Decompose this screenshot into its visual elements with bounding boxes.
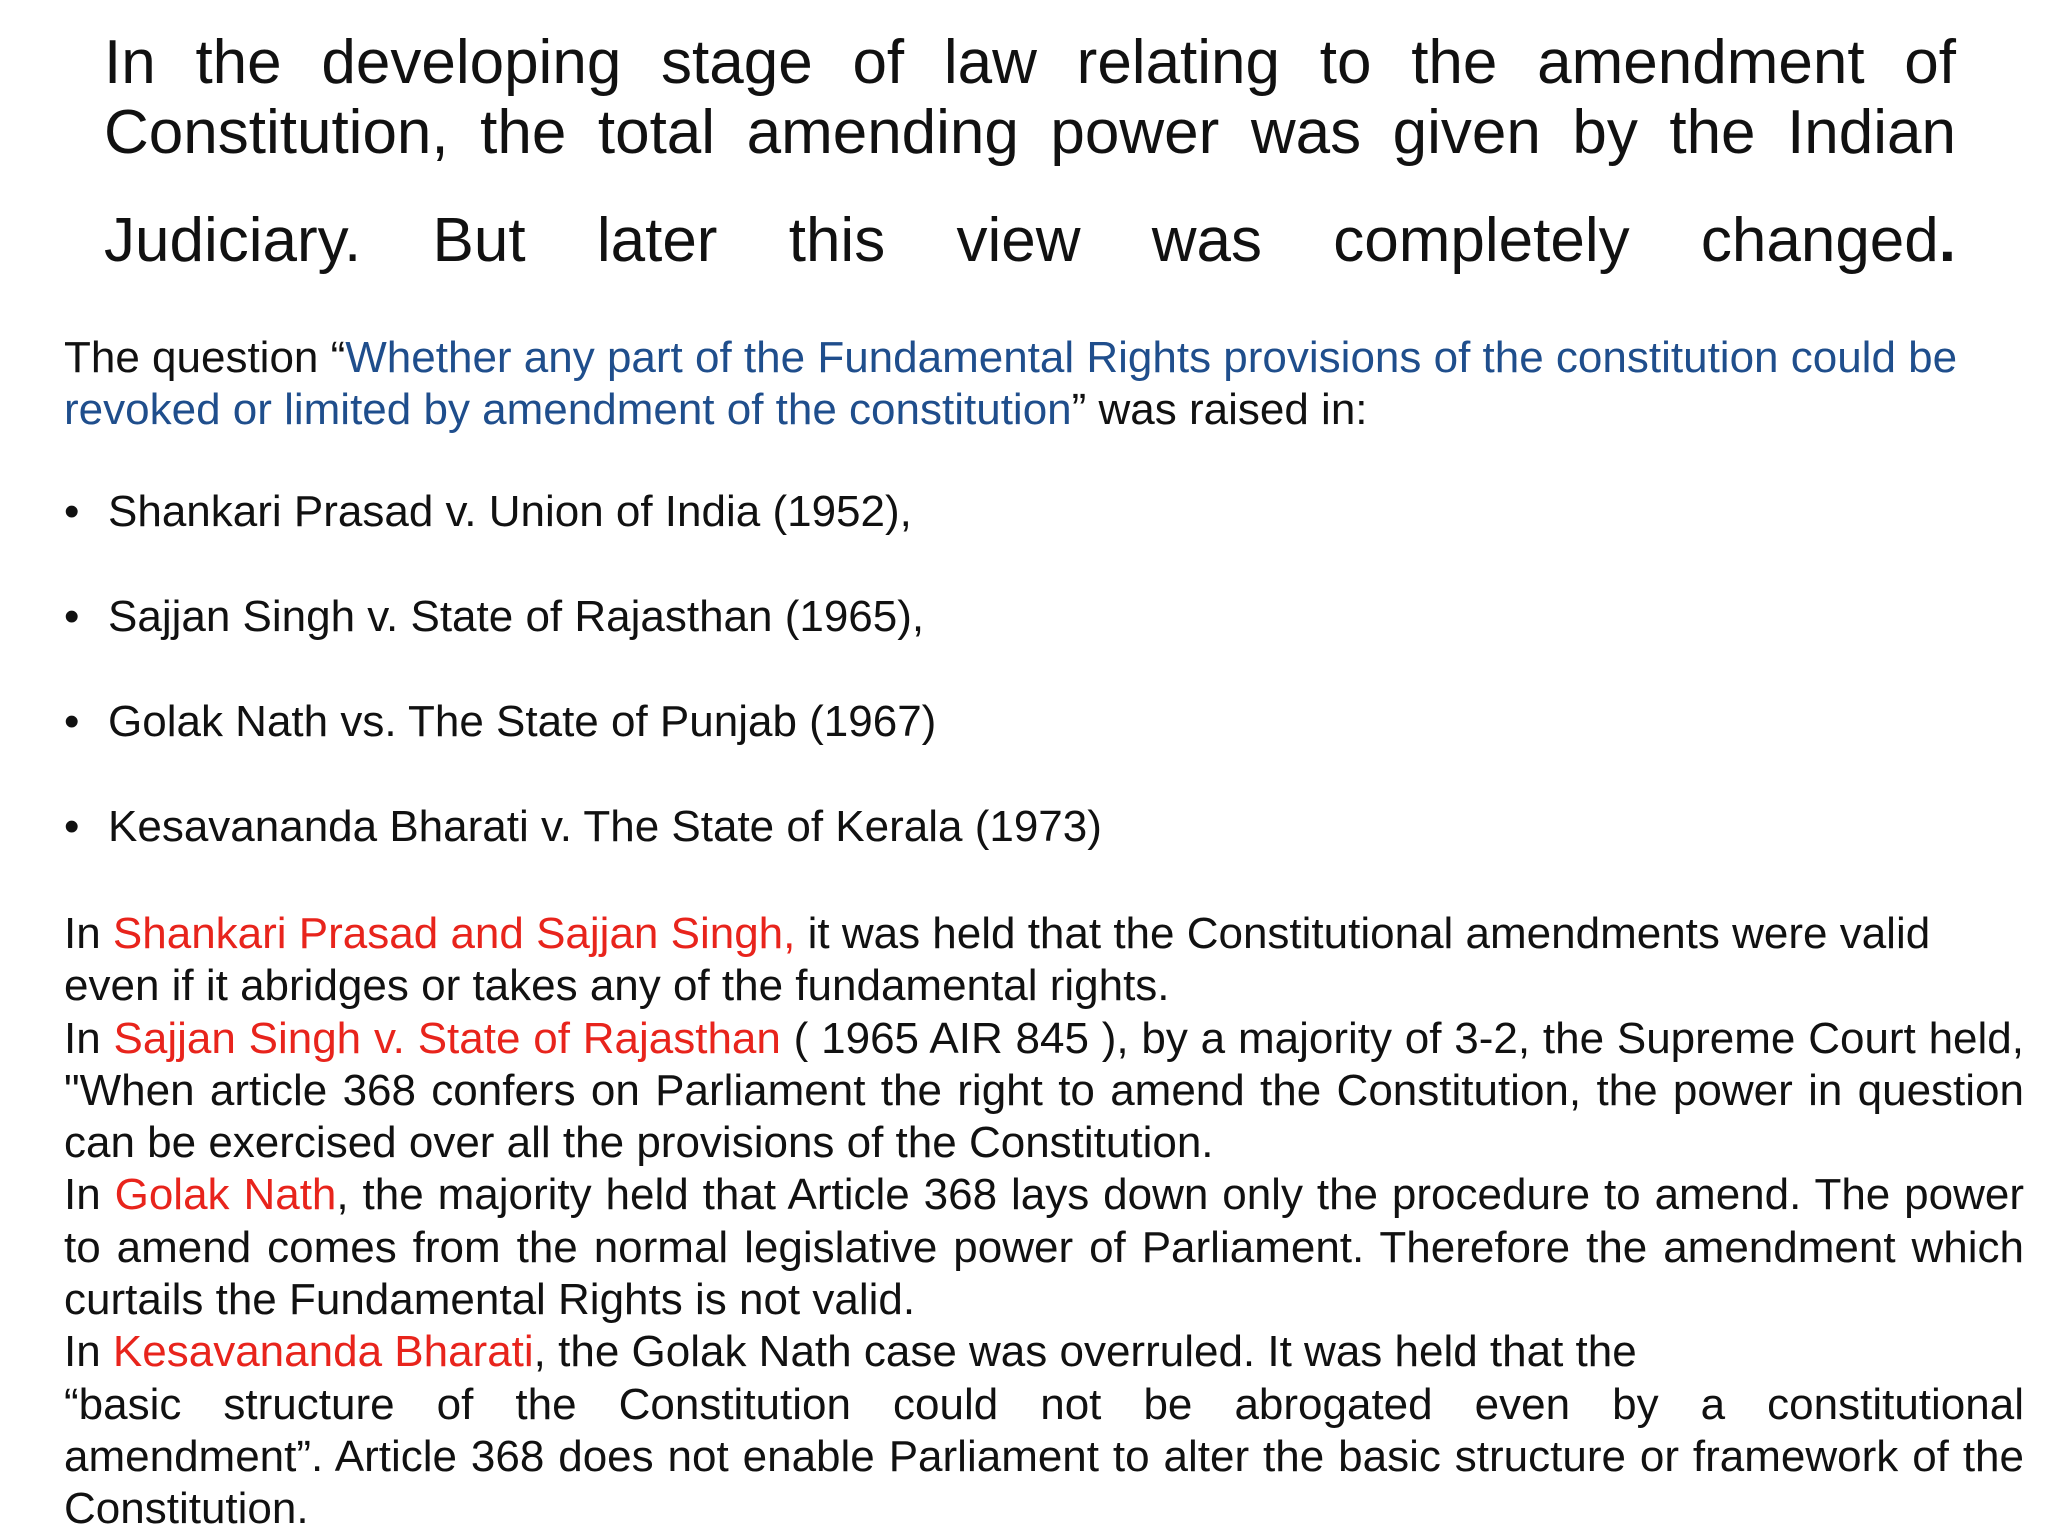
holding-kesavananda-line-2: “basic structure of the Constitution could not be abrogated even by a constitutional xyxy=(64,1379,2024,1429)
intro-paragraph xyxy=(104,28,1956,276)
bullet-icon: • xyxy=(64,487,80,536)
bullet-icon: • xyxy=(64,592,80,641)
list-item xyxy=(64,696,1264,801)
case-highlight: Shankari Prasad and Sajjan Singh, xyxy=(112,909,796,958)
case-name: Kesavananda Bharati v. The State of Kerala (1973) xyxy=(108,802,1102,851)
intro-end-mark: . xyxy=(1938,206,1956,275)
intro-line-3 xyxy=(104,206,1956,276)
holding-text: , the majority held that Article 368 lays down only the procedure to amend. The power to amend comes from the normal legislative power of Parliament. Therefore the amendment which curtails the Fundamental Rights is not valid. xyxy=(64,1170,2025,1325)
holding-text: it was held that the Constitutional amendments were valid even if it abridges or takes any of the fundamental rights. xyxy=(64,909,1931,1011)
question-suffix: ” was raised in: xyxy=(1071,385,1368,434)
list-item xyxy=(64,486,1264,591)
holding-kesavananda-line-3: amendment”. Article 368 does not enable Parliament to alter the basic structure or framework of the Constitution. xyxy=(64,1431,2024,1534)
holding-golak-nath xyxy=(64,1169,2024,1326)
holding-sajjan-singh xyxy=(64,1013,2024,1170)
holding-text: ( 1965 AIR 845 ), by a majority of 3-2, the Supreme Court held, "When article 368 confers on Parliament the right to amend the Constitution, the power in question can be exercised over all the provisions of the Constitution. xyxy=(64,1013,2024,1168)
question-quote: Whether any part of the Fundamental Rights provisions of the constitution could be revoked or limited by amendment of the constitution xyxy=(64,333,1958,434)
holding-kesavananda xyxy=(64,1326,2024,1378)
holding-prefix: In xyxy=(64,1170,115,1220)
holding-prefix: In xyxy=(64,909,113,958)
list-item xyxy=(64,801,1264,906)
case-highlight: Sajjan Singh v. State of Rajasthan xyxy=(113,1013,781,1063)
question-prefix: The question “ xyxy=(64,333,346,382)
question-paragraph xyxy=(64,332,2024,436)
holding-prefix: In xyxy=(64,1013,114,1063)
case-highlight: Kesavananda Bharati xyxy=(112,1327,534,1377)
intro-line-2: Constitution, the total amending power was given by the Indian xyxy=(104,98,1956,167)
bullet-icon: • xyxy=(64,802,80,851)
case-highlight: Golak Nath xyxy=(114,1170,337,1220)
case-name: Shankari Prasad v. Union of India (1952), xyxy=(108,487,912,536)
intro-line-1: In the developing stage of law relating to the amendment of xyxy=(104,28,1956,97)
bullet-icon: • xyxy=(64,697,80,746)
holding-text: , the Golak Nath case was overruled. It was held that the xyxy=(533,1327,1637,1377)
holding-shankari-sajjan xyxy=(64,908,2024,1013)
holding-prefix: In xyxy=(64,1327,113,1377)
case-list xyxy=(64,486,1264,906)
case-name: Sajjan Singh v. State of Rajasthan (1965), xyxy=(108,592,925,641)
intro-line-3-text: Judiciary. But later this view was completely changed xyxy=(104,206,1939,275)
holdings-text xyxy=(64,908,2024,1536)
case-name: Golak Nath vs. The State of Punjab (1967) xyxy=(108,697,937,746)
list-item xyxy=(64,591,1264,696)
